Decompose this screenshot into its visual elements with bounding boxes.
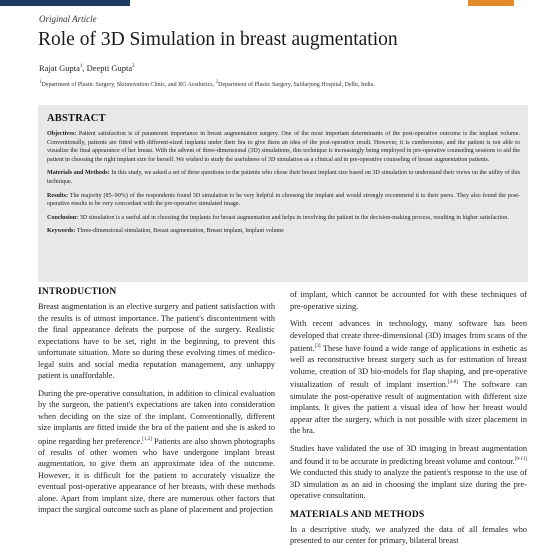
paragraph-text: With recent advances in technology, many software has been developed that create three-dimensional (3D) images from scans of the patient. — [290, 319, 527, 353]
abstract-text: 3D simulation is a useful aid in choosing the implants for breast augmentation and helps in involving the patient in the decision-making process, resulting in higher satisfaction. — [79, 214, 509, 221]
paragraph-text: The software can simulate the post-operative result of augmentation with different size implants. It gives the patient a visual idea of how her breast would appear after the surgery, which is not possible with sizer placement in the bra. — [290, 380, 527, 436]
section-heading-methods: MATERIALS AND METHODS — [290, 509, 425, 520]
author-affiliation-mark: 1 — [79, 64, 83, 70]
article-title: Role of 3D Simulation in breast augmentation — [38, 29, 398, 50]
article-type-label: Original Article — [39, 14, 97, 24]
abstract-text: Three-dimensional simulation, Breast augmentation, Breast implant, Implant volume — [76, 228, 284, 235]
abstract-label: Materials and Methods: — [47, 170, 110, 177]
affiliation-text: Department of Plastic Surgery, Skinnovation Clinic, and RG Aesthetics, — [41, 82, 216, 88]
author-affiliation-mark: 2 — [132, 64, 135, 70]
abstract-heading: ABSTRACT — [47, 113, 106, 124]
citation-ref: [9-11] — [514, 457, 527, 463]
paragraph-text: These have found a wide range of applications in esthetic as well as reconstructive breast surgery such as for estimation of breast volume, creation of 3D bio-models for flap shaping, and pre-operative visualization of result of implant insertion. — [290, 343, 527, 390]
abstract-label: Keywords: — [47, 228, 76, 235]
body-paragraph: of implant, which cannot be accounted for with these techniques of pre-operative sizing. — [290, 290, 527, 311]
citation-ref: [1,2] — [142, 436, 152, 442]
section-heading-introduction: INTRODUCTION — [38, 287, 117, 297]
paragraph-text: Studies have validated the use of 3D imaging in breast augmentation and found it to be accurate in predicting breast volume and contour. — [290, 443, 527, 466]
paragraph-text: We conducted this study to analyze the patient's response to the use of 3D simulation as an aid in choosing the implant size during the pre-operative consultation. — [290, 468, 527, 501]
citation-ref: [3] — [314, 344, 321, 349]
abstract-text: Patient satisfaction is of paramount importance in breast augmentation surgery. One of the most important determinants of the post-operative outcome is the implant volume. Conventionally, patients are fitted with different-sized implants under their bra to give them an idea of the post-operative result. However, it is cumbersome, and the patient is not able to visualize the final appearance of her breast. With the advent of three-dimensional (3D) simulations, this technique is increasingly being employed in pre-operative counseling sessions to aid the patient in choosing the right implant size for herself. We wished to study the usefulness of 3D simulation as a clinical aid in pre-operative counseling of breast augmentation patients. — [47, 131, 520, 163]
abstract-conclusion — [47, 214, 520, 223]
paragraph-text: During the pre-operative consultation, in addition to clinical evaluation by the surgeon, the patient's expectations are taken into consideration when deciding on the size of the implant. Conventionally, different size implants are fitted inside the bra of the patient and she is asked to opine regarding her preference. — [38, 388, 275, 446]
body-paragraph — [290, 443, 527, 502]
abstract-box — [38, 105, 528, 282]
abstract-label: Results: — [47, 192, 68, 199]
abstract-label: Objectives: — [47, 131, 77, 137]
abstract-keywords — [47, 227, 520, 236]
affiliation-mark: 2 — [215, 80, 219, 85]
abstract-text: In this study, we asked a set of three questions to the patients who chose their breast implant size based on 3D simulation to understand their views on the utility of this technique. — [47, 170, 521, 185]
affiliation-text: Department of Plastic Surgery, Safdarjung Hospital, Delhi, India. — [218, 82, 375, 88]
abstract-objectives — [47, 130, 520, 164]
right-column — [290, 289, 527, 553]
body-paragraph: In a descriptive study, we analyzed the data of all females who presented to our center for primary, bilateral breast — [290, 524, 527, 546]
abstract-methods — [47, 169, 520, 186]
affiliations — [39, 80, 375, 88]
body-paragraph — [38, 388, 275, 516]
header-bar-orange — [468, 0, 514, 6]
abstract-text: The majority (85–90%) of the respondents found 3D simulation to be very helpful in choosing the implant and would strongly recommend it to their peers. They also found the post-operative results to be very concordant with the pre-operative simulated image. — [47, 192, 520, 208]
author-name: Deepti Gupta — [86, 63, 133, 73]
header-bar-navy — [0, 0, 130, 6]
abstract-results — [47, 192, 520, 209]
body-paragraph: Breast augmentation is an elective surgery and patient satisfaction with the results is of utmost importance. The patient's discontentment with the final appearance defeats the purpose of the surgery. Realistic expectations have to be set, right in the beginning, to prevent this unfortunate situation. More so during these evolving times of medico-legal suits and social media reputation management, any unhappy patient is unaffordable. — [38, 302, 275, 380]
left-column — [38, 287, 275, 522]
body-paragraph — [290, 318, 527, 437]
paragraph-text: Patients are also shown photographs of results of other women who have undergone implant breast augmentation, to give them an approximate idea of the outcome. However, it is difficult for the patient to accurately visualize the eventual post-operative appearance of her breasts, with these methods alone. Apart from implant size, there are numerous other factors that impact the surgical outcome such as plane of placement and projection — [38, 436, 275, 515]
header-decoration — [0, 0, 560, 6]
citation-ref: [4-8] — [448, 380, 459, 386]
abstract-label: Conclusion: — [47, 214, 79, 221]
author-list: Rajat Gupta$^1$, Deepti Gupta$^2$ — [39, 63, 135, 73]
affiliation-mark: 1 — [39, 80, 42, 85]
author-name: Rajat Gupta — [39, 63, 80, 73]
